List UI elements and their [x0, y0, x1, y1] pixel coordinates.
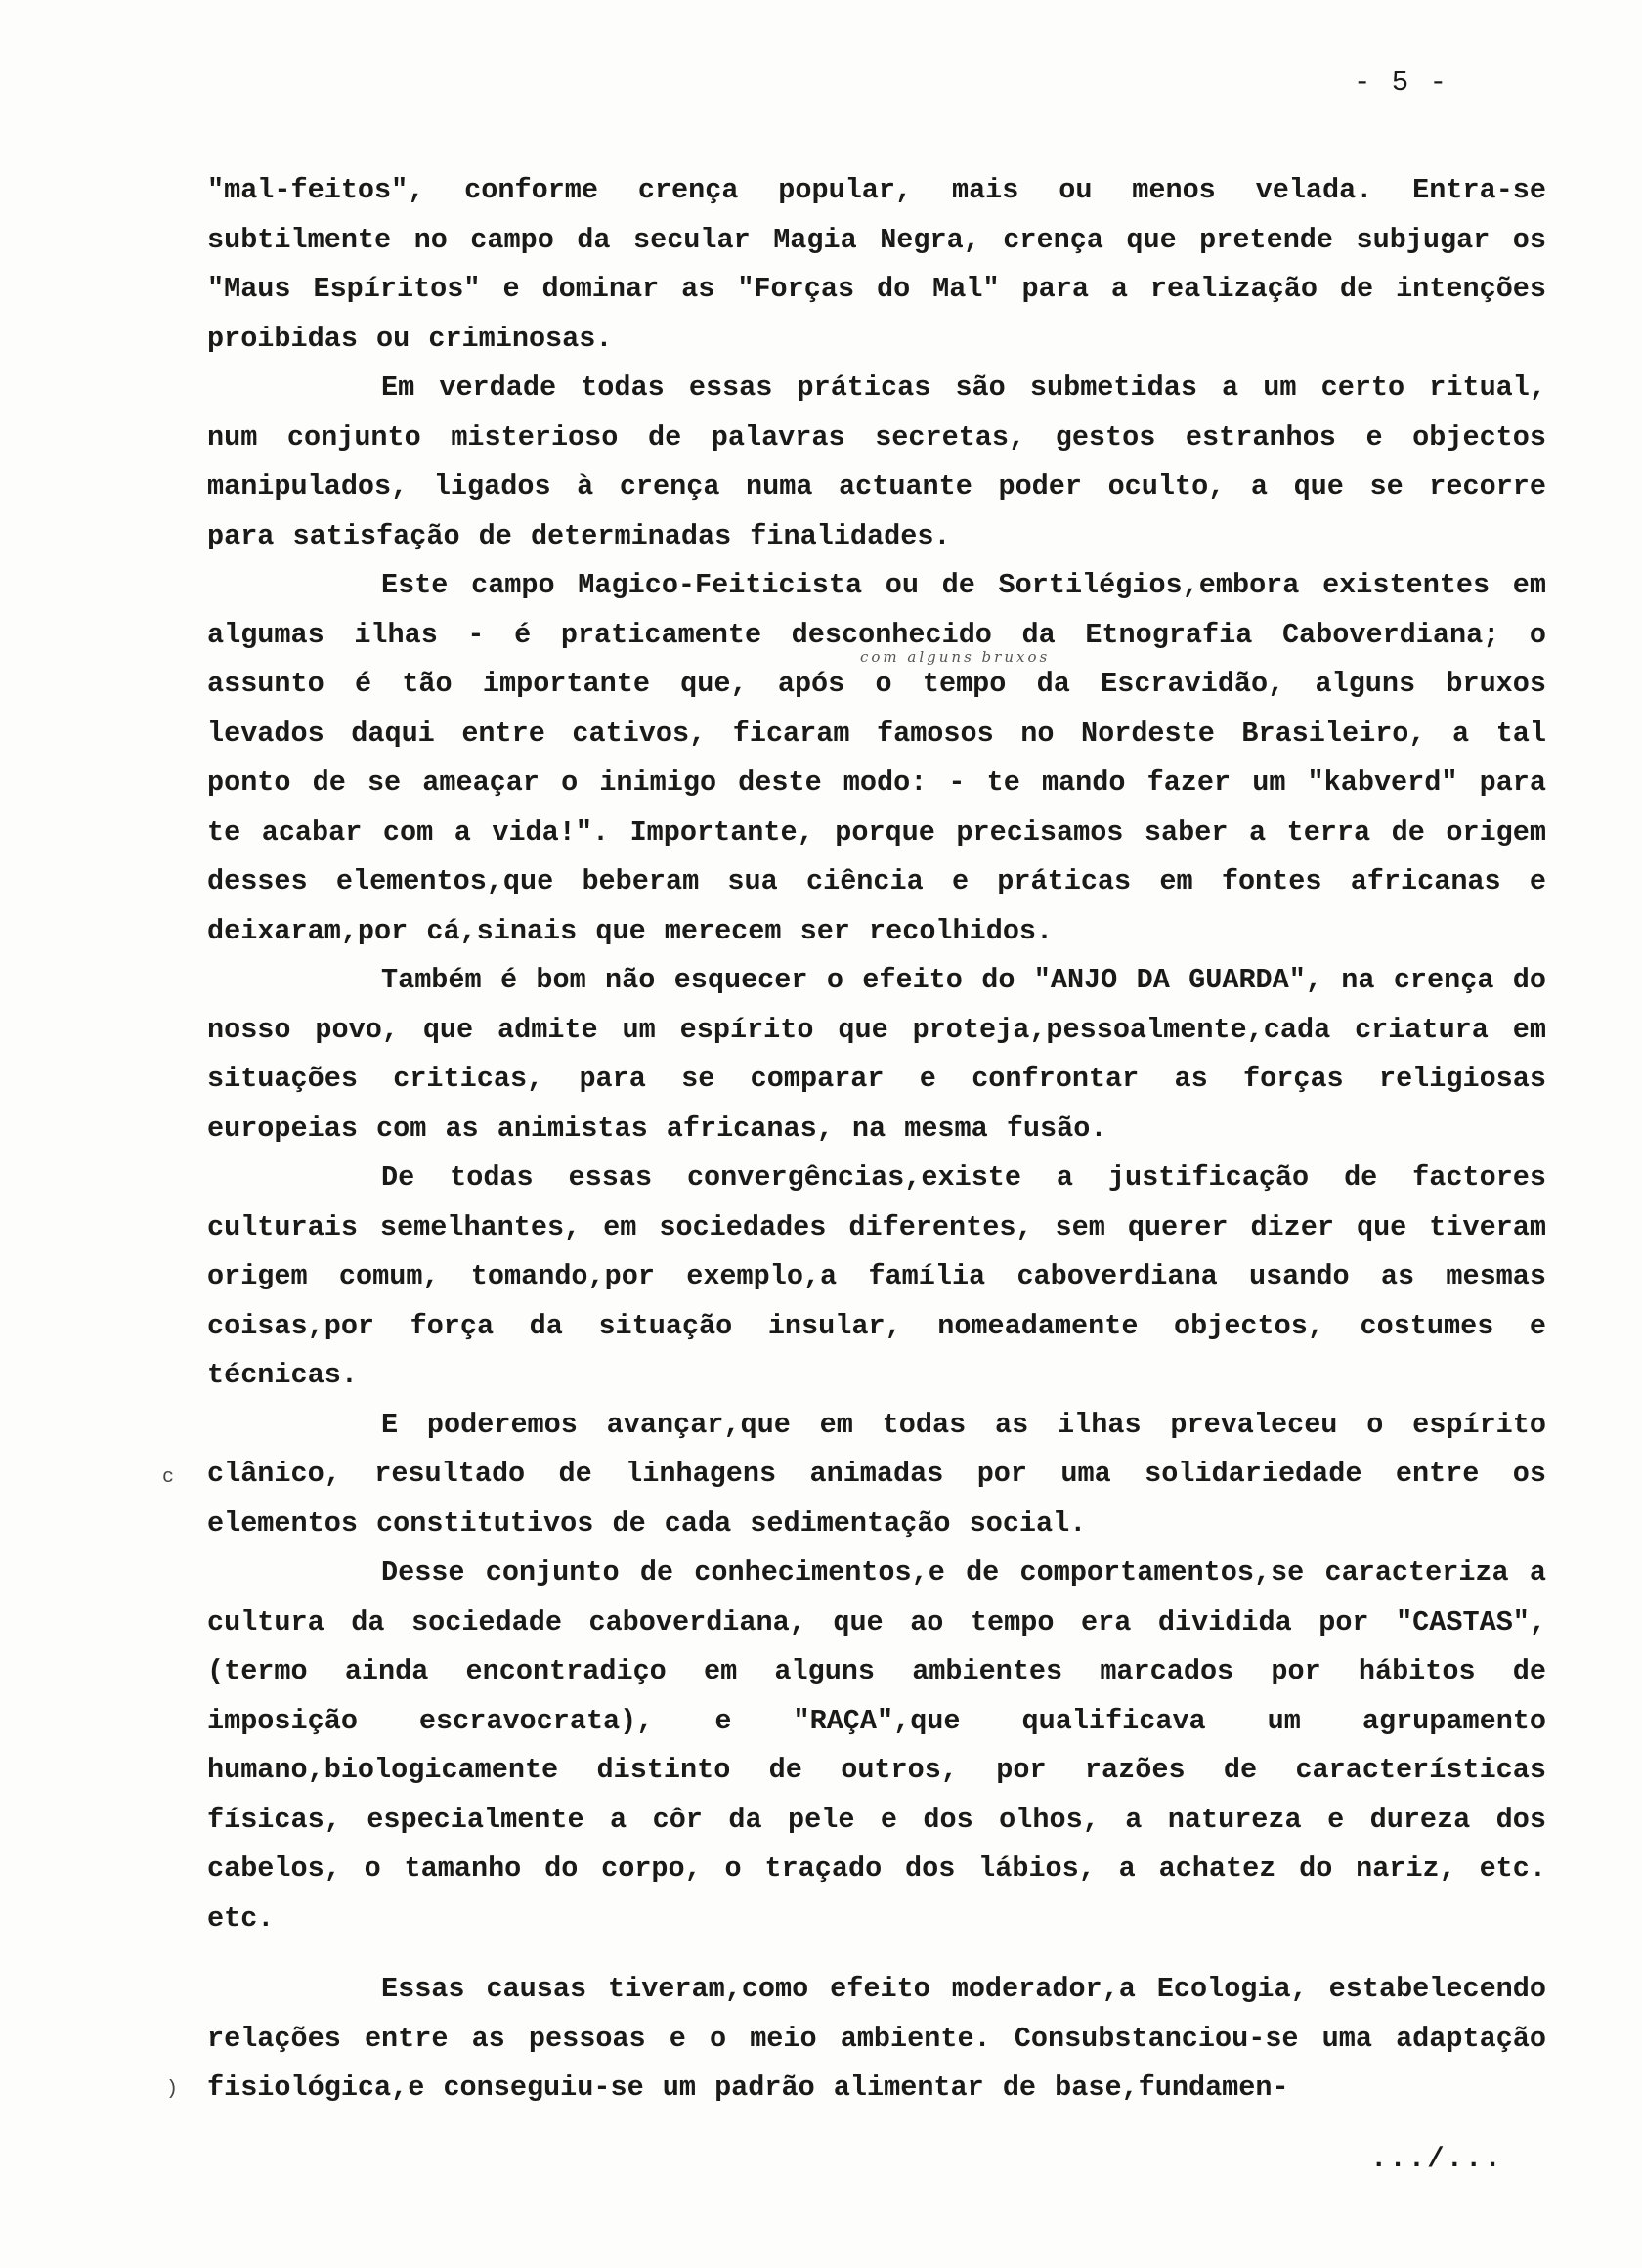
page-number: - 5 - [1354, 66, 1449, 99]
paragraph: E poderemos avançar,que em todas as ilhas prevaleceu o espírito clânico, resultado de linhagens animadas por uma solidariedade entre os elementos constitutivos de cada sedimentação social. [207, 1408, 1546, 1540]
paragraph: Em verdade todas essas práticas são submetidas a um certo ritual, num conjunto misterioso de palavras secretas, gestos estranhos e objectos manipulados, ligados à crença numa actuante poder oculto, a que se recorre para satisfação de determinadas finalidades. [207, 371, 1546, 552]
continuation-mark: .../... [1370, 2143, 1503, 2175]
handwritten-annotation: com alguns bruxos [860, 648, 1051, 666]
margin-mark: ) [166, 2078, 179, 2101]
body-text [207, 166, 1546, 2114]
paragraph: De todas essas convergências,existe a justificação de factores culturais semelhantes, em sociedades diferentes, sem querer dizer que tiveram origem comum, tomando,por exemplo,a família caboverdiana usando as mesmas coisas,por força da situação insular, nomeadamente objectos, costumes e técnicas. [207, 1161, 1546, 1391]
paragraph: "mal-feitos", conforme crença popular, mais ou menos velada. Entra-se subtilmente no campo da secular Magia Negra, crença que pretende subjugar os "Maus Espíritos" e dominar as "Forças do Mal" para a realização de intenções proibidas ou criminosas. [207, 174, 1546, 355]
margin-mark: c [162, 1466, 175, 1489]
paragraph: Este campo Magico-Feiticista ou de Sortilégios,embora existentes em algumas ilhas - é praticamente desconhecido da Etnografia Caboverdiana; o assunto é tão importante que, após o tempo da Escravidão, alguns bruxos levados daqui entre cativos, ficaram famosos no Nordeste Brasileiro, a tal ponto de se ameaçar o inimigo deste modo: - te mando fazer um "kabverd" para te acabar com a vida!". Importante, porque precisamos saber a terra de origem desses elementos,que beberam sua ciência e práticas em fontes africanas e deixaram,por cá,sinais que merecem ser recolhidos. [207, 569, 1546, 947]
paragraph: Essas causas tiveram,como efeito moderador,a Ecologia, estabelecendo relações entre as pessoas e o meio ambiente. Consubstanciou-se uma adaptação fisiológica,e conseguiu-se um padrão alimentar de base,fundamen- [207, 1973, 1546, 2104]
paragraph: Também é bom não esquecer o efeito do "ANJO DA GUARDA", na crença do nosso povo, que admite um espírito que proteja,pessoalmente,cada criatura em situações criticas, para se comparar e confrontar as forças religiosas europeias com as animistas africanas, na mesma fusão. [207, 964, 1546, 1145]
paragraph: Desse conjunto de conhecimentos,e de comportamentos,se caracteriza a cultura da sociedade caboverdiana, que ao tempo era dividida por "CASTAS",(termo ainda encontradiço em alguns ambientes marcados por hábitos de imposição escravocrata), e "RAÇA",que qualificava um agrupamento humano,biologicamente distinto de outros, por razões de características físicas, especialmente a côr da pele e dos olhos, a natureza e dureza dos cabelos, o tamanho do corpo, o traçado dos lábios, a achatez do nariz, etc. etc. [207, 1556, 1546, 1935]
